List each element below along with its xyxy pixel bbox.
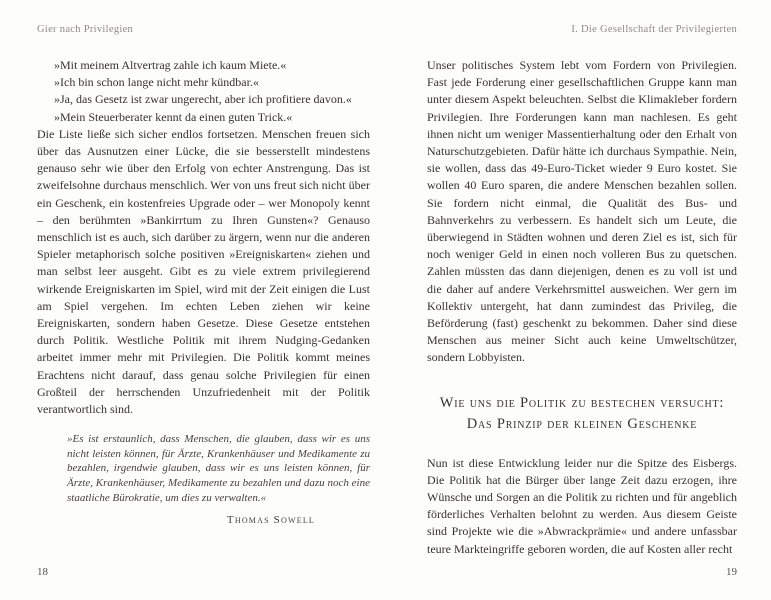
dialogue-line-1: »Mit meinem Altvertrag zahle ich kaum Miete.« xyxy=(54,58,287,72)
section-heading: Wie uns die Politik zu bestechen versucht: Das Prinzip der kleinen Geschenke xyxy=(439,394,725,432)
running-head-right: I. Die Gesellschaft der Privilegierten xyxy=(571,24,737,35)
page-gutter xyxy=(370,24,427,600)
page-number-left: 18 xyxy=(37,566,48,578)
dialogue-line-3: »Ja, das Gesetz ist zwar ungerecht, aber ich profitiere davon.« xyxy=(54,92,352,107)
right-paragraph-2: Nun ist diese Entwicklung leider nur die Spitze des Eisbergs. Die Politik hat die Bürger über lange Zeit dazu erzogen, ihre Wünsche und Sorgen an die Politik zu richten und für angeblich förderliches Verhalten belohnt zu werden. Aus diesem Geiste sind Projekte wie die »Abwrackprämie« und andere unfassbar teure Markteingriffe geboren worden, die auf Kosten aller recht xyxy=(427,455,737,556)
left-main-paragraph: Die Liste ließe sich sicher endlos fortsetzen. Menschen freuen sich über das Ausnutzen einer Lücke, die sie besserstellt mindestens genauso sehr wie über den Erfolg von echter Anstrengung. Das ist zweifelsohne durchaus menschlich. Wer von uns freut sich nicht über ein Geschenk, ein kostenfreies Upgrade oder – wer Monopoly kennt – den berühmten »Bankirrtum zu Ihren Gunsten«? Genauso menschlich ist es auch, sich darüber zu ärgern, wenn nur die anderen Spieler metaphorisch solche positiven »Ereigniskarten« ziehen und man selbst leer ausgeht. Gibt es zu viele extrem privilegierend wirkende Ereigniskarten im Spiel, wird mit der Zeit einigen die Lust am Spiel vergehen. Im echten Leben ziehen wir keine Ereigniskarten, sondern haben Gesetze. Diese Gesetze entstehen durch Politik. Westliche Politik mit ihrem Nudging-Gedanken arbeitet immer mehr mit Privilegien. Die Politik kommt meines Erachtens nicht darauf, dass genau solche Privilegien für einen Großteil der herrschenden Unzufriedenheit mit der Politik verantwortlich sind. xyxy=(37,126,370,417)
page-right xyxy=(427,24,737,600)
block-quote: »Es ist erstaunlich, dass Menschen, die glauben, dass wir es uns nicht leisten können, für Ärzte, Krankenhäuser und Medikamente zu bezahlen, irgendwie glauben, dass wir es uns leisten können, für Ärzte, Krankenhäuser, Medikamente zu bezahlen und dazu noch eine staatliche Bürokratie, um dies zu verwalten.« xyxy=(67,433,370,504)
page-left xyxy=(37,24,370,600)
running-head-left: Gier nach Privilegien xyxy=(37,24,134,35)
right-paragraph-1: Unser politisches System lebt vom Fordern von Privilegien. Fast jede Forderung einer gesellschaftlichen Gruppe kann man unter diesem Aspekt beleuchten. Selbst die Klimakleber fordern Privilegien. Ihre Forderungen kann man nachlesen. Es geht ihnen nicht um weniger Massentierhaltung oder den Erhalt von Naturschutzgebieten. Dafür hätte ich durchaus Sympathie. Nein, sie wollen, dass das 49-Euro-Ticket wieder 9 Euro kostet. Sie wollen 40 Euro sparen, die andere Menschen bezahlen sollen. Sie fordern nicht einmal, die Qualität des Bus- und Bahnverkehrs zu verbessern. Es handelt sich um Leute, die überwiegend in Städten wohnen und deren Ziel es ist, sich für noch weniger Geld in einen noch volleren Bus zu quetschen. Zahlen müssten das dann diejenigen, denen es zu voll ist und die daher auf andere Verkehrsmittel ausweichen. Wer gern im Kollektiv untergeht, hat dann zumindest das Privileg, die Beförderung (fast) geschenkt zu bekommen. Daher sind diese Menschen aus meiner Sicht auch keine Umweltschützer, sondern Lobbyisten. xyxy=(427,58,737,365)
dialogue-line-4: »Mein Steuerberater kennt da einen guten Trick.« xyxy=(54,109,293,124)
page-number-right: 19 xyxy=(726,566,737,578)
left-page-body xyxy=(37,57,370,529)
right-page-body xyxy=(427,57,737,558)
dialogue-line-2: »Ich bin schon lange nicht mehr kündbar.« xyxy=(54,75,259,90)
quote-attribution: Thomas Sowell xyxy=(226,514,315,527)
